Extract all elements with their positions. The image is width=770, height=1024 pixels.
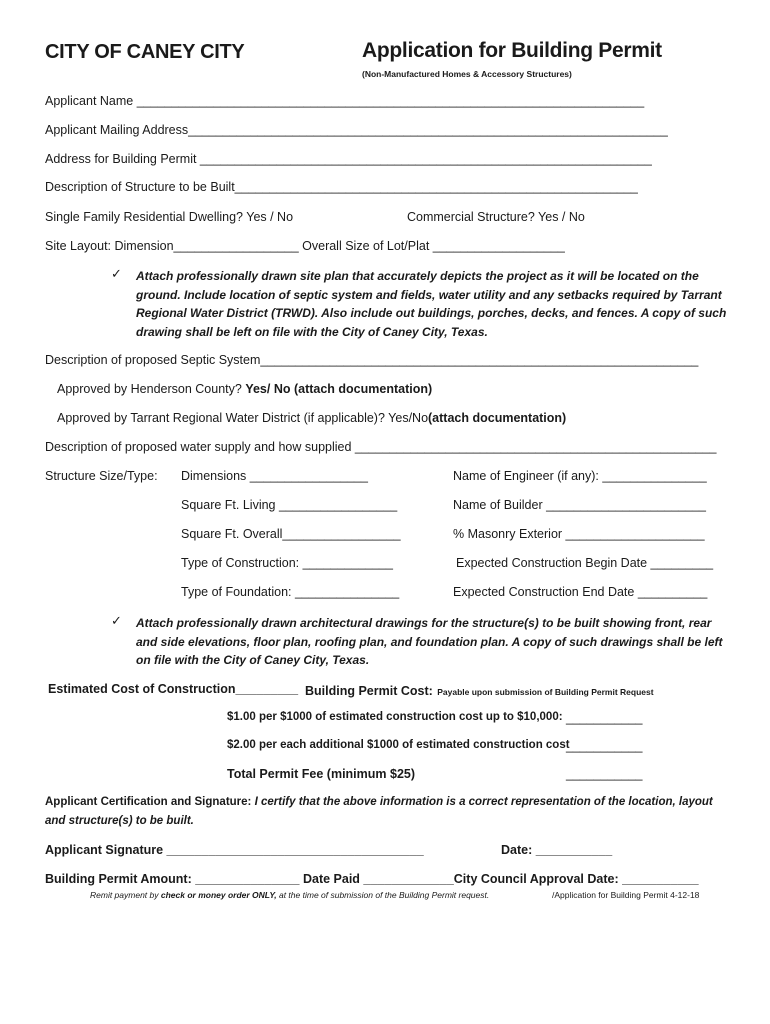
remit-note-post: at the time of submission of the Building Permit request.: [278, 890, 490, 900]
permit-cost-heading: [305, 682, 654, 700]
trwd-approval[interactable]: [57, 411, 566, 425]
permit-cost-note: Payable upon submission of Building Permit Request: [437, 687, 654, 697]
structure-left-item[interactable]: Type of Foundation: _______________: [181, 585, 400, 599]
trwd-approval-answer: (attach documentation): [428, 411, 567, 425]
water-supply-field[interactable]: Description of proposed water supply and how supplied ____________________________________________________: [45, 440, 717, 454]
structure-left-item[interactable]: Dimensions _________________: [181, 469, 368, 483]
structure-left-item[interactable]: Type of Construction: _____________: [181, 556, 393, 570]
rate-blank-1[interactable]: ___________: [566, 711, 643, 725]
total-fee-label: Total Permit Fee (minimum $25): [227, 767, 416, 781]
remit-note-bold: check or money order ONLY,: [160, 890, 277, 900]
certification-label: Applicant Certification and Signature:: [45, 796, 252, 808]
applicant-signature-field[interactable]: Applicant Signature _____________________________________: [45, 843, 424, 857]
structure-left-item[interactable]: Square Ft. Overall_________________: [181, 527, 401, 541]
page-subtitle: (Non-Manufactured Homes & Accessory Structures): [362, 69, 572, 79]
structure-right-item[interactable]: Expected Construction End Date __________: [453, 585, 708, 599]
septic-description-field[interactable]: Description of proposed Septic System_______________________________________________________________: [45, 353, 699, 367]
architectural-drawings-note: Attach professionally drawn architectural drawings for the structure(s) to be built showing front, rear and side elevations, floor plan, roofing plan, and foundation plan. A copy of such drawings shall be left on file with the City of Caney City, Texas.: [136, 616, 723, 668]
structure-right-item[interactable]: Name of Engineer (if any): _______________: [453, 469, 707, 483]
form-identifier: /Application for Building Permit 4-12-18: [552, 890, 700, 900]
commercial-question[interactable]: Commercial Structure? Yes / No: [407, 210, 585, 224]
rate-blank-2[interactable]: ___________: [566, 739, 643, 753]
structure-right-item[interactable]: Expected Construction Begin Date _________: [456, 556, 714, 570]
checkmark-icon: ✓: [111, 613, 122, 628]
structure-right-item[interactable]: Name of Builder _______________________: [453, 498, 706, 512]
permit-cost-label: Building Permit Cost:: [305, 684, 433, 698]
applicant-name-field[interactable]: Applicant Name _________________________________________________________________________: [45, 94, 645, 108]
checkmark-icon: ✓: [111, 266, 122, 281]
rate-line-2: $2.00 per each additional $1000 of estimated construction cost: [227, 739, 570, 751]
remit-note: [90, 890, 489, 900]
henderson-approval[interactable]: [57, 382, 432, 396]
certification-text-cont: and structure(s) to be built.: [45, 815, 194, 827]
remit-note-pre: Remit payment by: [90, 890, 159, 900]
city-name: CITY OF CANEY CITY: [45, 41, 245, 63]
henderson-approval-answer: Yes/ No (attach documentation): [245, 382, 433, 396]
site-plan-note: Attach professionally drawn site plan that accurately depicts the project as it will be located on the ground. Include location of septic system and fields, water utility and any setbacks required by Tarrant Regional Water District (TRWD). Also include out buildings, porches, decks, and fences. A copy of such drawing shall be left on file with the City of Caney City, Texas.: [136, 269, 727, 340]
henderson-approval-label: Approved by Henderson County?: [57, 382, 242, 396]
rate-line-1: $1.00 per $1000 of estimated construction cost up to $10,000:: [227, 711, 563, 723]
structure-size-label: Structure Size/Type:: [45, 469, 158, 483]
structure-left-item[interactable]: Square Ft. Living _________________: [181, 498, 398, 512]
mailing-address-field[interactable]: Applicant Mailing Address_____________________________________________________________________: [45, 123, 668, 137]
estimated-cost-field[interactable]: Estimated Cost of Construction_________: [48, 682, 299, 696]
permit-amount-line[interactable]: Building Permit Amount: _______________ Date Paid _____________City Council Approval Date: ___________: [45, 872, 699, 886]
trwd-approval-label: Approved by Tarrant Regional Water District (if applicable)? Yes/No: [57, 411, 429, 425]
structure-description-field[interactable]: Description of Structure to be Built__________________________________________________________: [45, 180, 638, 194]
certification-text: I certify that the above information is a correct representation of the location, layout: [254, 796, 713, 808]
signature-date-field[interactable]: Date: ___________: [501, 843, 613, 857]
single-family-question[interactable]: Single Family Residential Dwelling? Yes / No: [45, 210, 294, 224]
permit-address-field[interactable]: Address for Building Permit _________________________________________________________________: [45, 152, 652, 166]
total-fee-blank[interactable]: ___________: [566, 767, 643, 781]
site-layout-field[interactable]: Site Layout: Dimension__________________ Overall Size of Lot/Plat ___________________: [45, 239, 565, 253]
certification-statement: [45, 796, 713, 808]
page-title: Application for Building Permit: [362, 39, 662, 62]
structure-right-item[interactable]: % Masonry Exterior ____________________: [453, 527, 705, 541]
